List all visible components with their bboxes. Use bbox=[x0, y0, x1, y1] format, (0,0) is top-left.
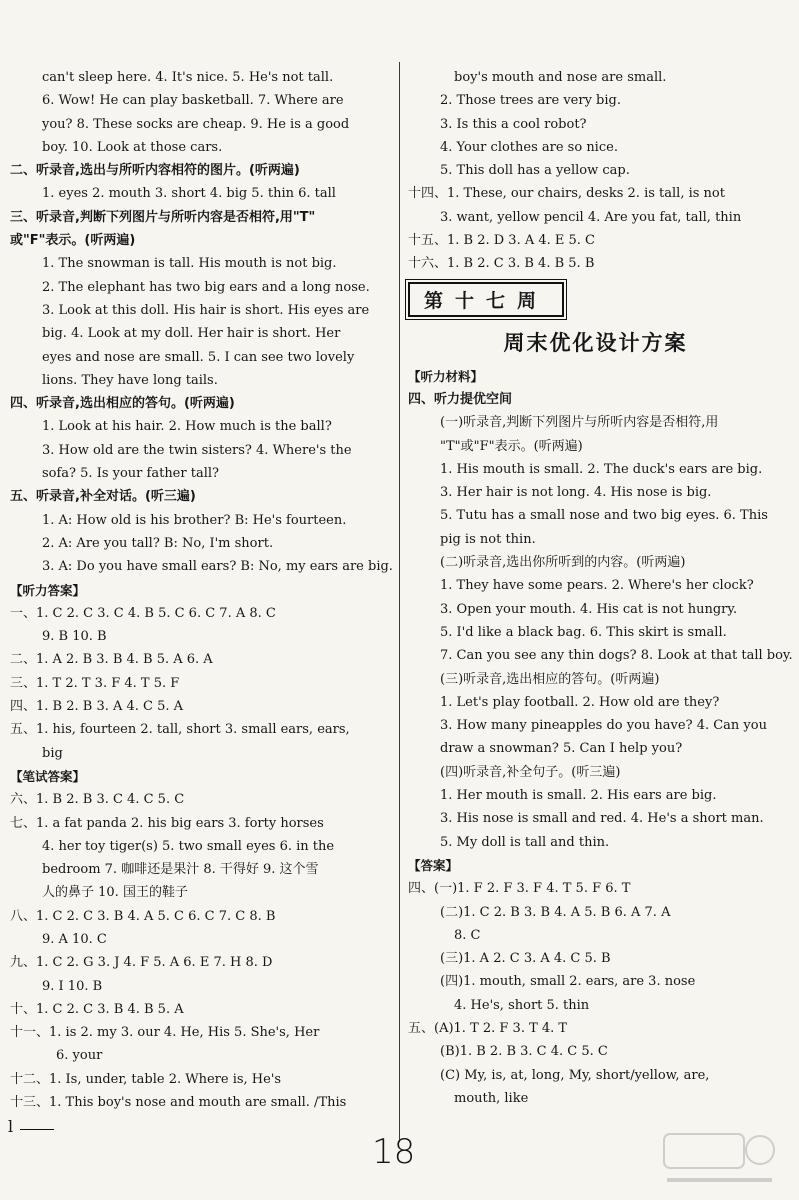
text-line: (三)1. A 2. C 3. A 4. C 5. B bbox=[440, 951, 611, 967]
text-line: 十一、1. is 2. my 3. our 4. He, His 5. She's, Her bbox=[10, 1025, 320, 1041]
text-line: 【听力材料】 bbox=[408, 368, 484, 384]
text-line: 五、听录音,补全对话。(听三遍) bbox=[10, 489, 196, 505]
text-line: 5. This doll has a yellow cap. bbox=[440, 163, 630, 179]
week-banner bbox=[408, 276, 783, 321]
text-line: "T"或"F"表示。(听两遍) bbox=[440, 438, 583, 454]
text-line: 1. The snowman is tall. His mouth is not big. bbox=[42, 256, 337, 272]
text-line: 六、1. B 2. B 3. C 4. C 5. C bbox=[10, 792, 185, 808]
text-line: 1. They have some pears. 2. Where's her clock? bbox=[440, 578, 754, 594]
text-line: 四、听录音,选出相应的答句。(听两遍) bbox=[10, 396, 235, 412]
text-line: mouth, like bbox=[454, 1090, 529, 1106]
text-line: 1. A: How old is his brother? B: He's fourteen. bbox=[42, 512, 347, 528]
text-line: 9. B 10. B bbox=[42, 629, 107, 645]
text-line: 1. His mouth is small. 2. The duck's ears are big. bbox=[440, 461, 763, 477]
page-number-rule bbox=[20, 1129, 54, 1130]
text-line: sofa? 5. Is your father tall? bbox=[42, 466, 219, 482]
text-line: 7. Can you see any thin dogs? 8. Look at that tall boy. bbox=[440, 648, 793, 664]
handwritten-page-number: 18 bbox=[372, 1132, 416, 1172]
text-line: 一、1. C 2. C 3. C 4. B 5. C 6. C 7. A 8. C bbox=[10, 605, 276, 621]
text-line: 3. Look at this doll. His hair is short. His eyes are bbox=[42, 302, 370, 318]
text-line: 4. Your clothes are so nice. bbox=[440, 139, 618, 155]
text-line: 1. eyes 2. mouth 3. short 4. big 5. thin 6. tall bbox=[42, 186, 336, 202]
text-line: 3. His nose is small and red. 4. He's a short man. bbox=[440, 811, 764, 827]
page-mark: l bbox=[8, 1117, 14, 1136]
text-line: (一)听录音,判断下列图片与所听内容是否相符,用 bbox=[440, 415, 719, 431]
week-title: 第十七周 bbox=[408, 282, 564, 317]
left-column bbox=[10, 66, 393, 1114]
text-line: can't sleep here. 4. It's nice. 5. He's not tall. bbox=[42, 70, 334, 85]
text-line: 四、听力提优空间 bbox=[408, 391, 513, 407]
text-line: 十三、1. This boy's nose and mouth are small. /This bbox=[10, 1095, 347, 1111]
text-line: 十六、1. B 2. C 3. B 4. B 5. B bbox=[408, 256, 595, 272]
text-line: (四)1. mouth, small 2. ears, are 3. nose bbox=[440, 974, 696, 990]
text-line: 4. He's, short 5. thin bbox=[454, 997, 590, 1013]
text-line: 4. her toy tiger(s) 5. two small eyes 6. in the bbox=[42, 838, 335, 854]
watermark-logo bbox=[662, 1130, 777, 1188]
text-line: (二)1. C 2. B 3. B 4. A 5. B 6. A 7. A bbox=[440, 904, 671, 920]
text-line: boy's mouth and nose are small. bbox=[454, 70, 667, 85]
text-line: 十五、1. B 2. D 3. A 4. E 5. C bbox=[408, 233, 596, 249]
text-line: 三、1. T 2. T 3. F 4. T 5. F bbox=[10, 675, 180, 691]
text-line: 3. want, yellow pencil 4. Are you fat, tall, thin bbox=[440, 209, 742, 225]
text-line: 3. How old are the twin sisters? 4. Where's the bbox=[42, 442, 352, 458]
text-line: 3. Her hair is not long. 4. His nose is big. bbox=[440, 485, 712, 501]
text-line: 人的鼻子 10. 国王的鞋子 bbox=[42, 885, 188, 901]
text-line: 5. I'd like a black bag. 6. This skirt is small. bbox=[440, 624, 727, 640]
right-column bbox=[408, 66, 793, 1110]
text-line: lions. They have long tails. bbox=[42, 372, 218, 388]
text-line: bedroom 7. 咖啡还是果汁 8. 干得好 9. 这个雪 bbox=[42, 862, 319, 878]
column-divider bbox=[399, 62, 400, 1142]
text-line: 3. How many pineapples do you have? 4. Can you bbox=[440, 718, 767, 734]
text-line: 【答案】 bbox=[408, 857, 459, 873]
text-line: 2. The elephant has two big ears and a long nose. bbox=[42, 279, 370, 295]
text-line: 二、听录音,选出与所听内容相符的图片。(听两遍) bbox=[10, 163, 300, 179]
text-line: 十四、1. These, our chairs, desks 2. is tall, is not bbox=[408, 186, 725, 202]
text-line: (四)听录音,补全句子。(听三遍) bbox=[440, 764, 621, 780]
text-line: eyes and nose are small. 5. I can see two lovely bbox=[42, 349, 355, 365]
text-line: you? 8. These socks are cheap. 9. He is a good bbox=[42, 116, 350, 132]
text-line: pig is not thin. bbox=[440, 531, 536, 547]
text-line: 1. Look at his hair. 2. How much is the ball? bbox=[42, 419, 332, 435]
text-line: 2. Those trees are very big. bbox=[440, 93, 621, 109]
plan-title: 周末优化设计方案 bbox=[503, 330, 688, 355]
text-line: 八、1. C 2. C 3. B 4. A 5. C 6. C 7. C 8. B bbox=[10, 908, 276, 924]
text-line: 1. Her mouth is small. 2. His ears are big. bbox=[440, 788, 717, 804]
text-line: boy. 10. Look at those cars. bbox=[42, 139, 223, 155]
text-line: 9. A 10. C bbox=[42, 931, 107, 947]
text-line: 9. I 10. B bbox=[42, 978, 103, 994]
text-line: (二)听录音,选出你所听到的内容。(听两遍) bbox=[440, 555, 686, 571]
text-line: 6. your bbox=[56, 1048, 103, 1064]
text-line: 5. My doll is tall and thin. bbox=[440, 834, 610, 850]
text-line: 5. Tutu has a small nose and two big eyes. 6. This bbox=[440, 508, 768, 524]
text-line: 3. Is this a cool robot? bbox=[440, 116, 587, 132]
text-line: 6. Wow! He can play basketball. 7. Where are bbox=[42, 93, 344, 109]
text-line: 五、(A)1. T 2. F 3. T 4. T bbox=[408, 1020, 568, 1036]
text-line: 十二、1. Is, under, table 2. Where is, He's bbox=[10, 1071, 282, 1087]
text-line: 3. Open your mouth. 4. His cat is not hungry. bbox=[440, 601, 738, 617]
text-line: 七、1. a fat panda 2. his big ears 3. forty horses bbox=[10, 815, 324, 831]
text-line: 四、1. B 2. B 3. A 4. C 5. A bbox=[10, 699, 184, 715]
text-line: 3. A: Do you have small ears? B: No, my ears are big. bbox=[42, 559, 393, 575]
text-line: 二、1. A 2. B 3. B 4. B 5. A 6. A bbox=[10, 652, 213, 668]
text-line: 九、1. C 2. G 3. J 4. F 5. A 6. E 7. H 8. D bbox=[10, 955, 273, 971]
text-line: 五、1. his, fourteen 2. tall, short 3. small ears, ears, bbox=[10, 722, 350, 738]
text-line: 十、1. C 2. C 3. B 4. B 5. A bbox=[10, 1001, 184, 1017]
text-line: draw a snowman? 5. Can I help you? bbox=[440, 741, 683, 757]
text-line: 或"F"表示。(听两遍) bbox=[10, 233, 136, 249]
text-line: 2. A: Are you tall? B: No, I'm short. bbox=[42, 535, 274, 551]
text-line: big bbox=[42, 745, 63, 761]
text-line: (三)听录音,选出相应的答句。(听两遍) bbox=[440, 671, 660, 687]
text-line: 1. Let's play football. 2. How old are they? bbox=[440, 694, 720, 710]
right-bottom-block bbox=[408, 365, 793, 1111]
text-line: 【笔试答案】 bbox=[10, 768, 86, 784]
right-top-block bbox=[408, 66, 783, 276]
text-line: 三、听录音,判断下列图片与所听内容是否相符,用"T" bbox=[10, 209, 316, 225]
text-line: 【听力答案】 bbox=[10, 582, 86, 598]
text-line: (C) My, is, at, long, My, short/yellow, are, bbox=[440, 1067, 710, 1083]
text-line: 8. C bbox=[454, 927, 481, 943]
text-line: (B)1. B 2. B 3. C 4. C 5. C bbox=[440, 1044, 608, 1060]
text-line: 四、(一)1. F 2. F 3. F 4. T 5. F 6. T bbox=[408, 881, 631, 897]
text-line: big. 4. Look at my doll. Her hair is short. Her bbox=[42, 326, 341, 342]
